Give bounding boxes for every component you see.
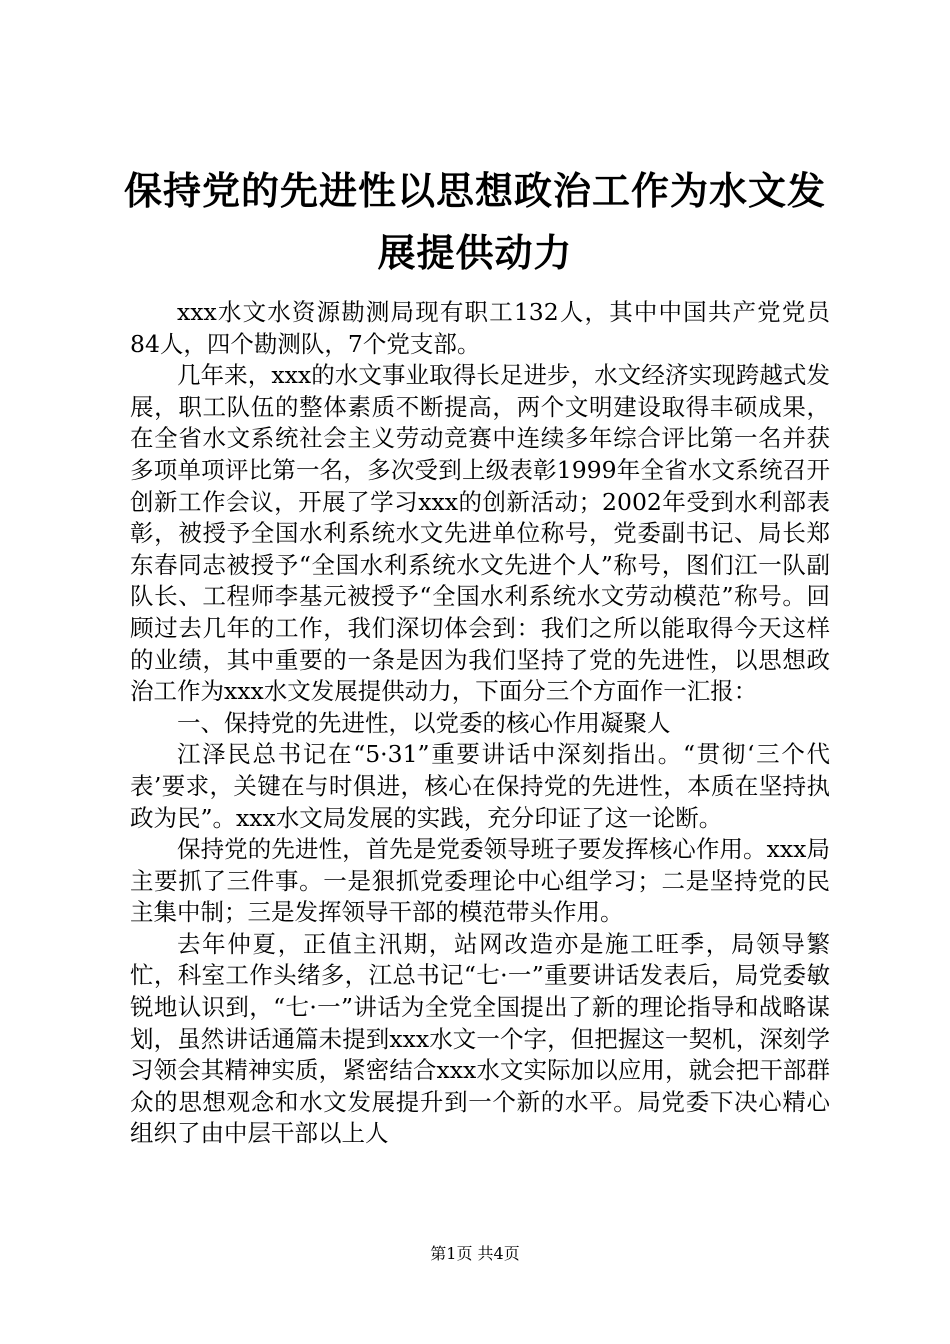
paragraph-core-role: 保持党的先进性，首先是党委领导班子要发挥核心作用。xxx局主要抓了三件事。一是狠抓党委理论中心组学习；二是坚持党的民主集中制；三是发挥领导干部的模范带头作用。 <box>130 835 830 927</box>
section-heading-1: 一、保持党的先进性，以党委的核心作用凝聚人 <box>177 708 671 737</box>
paragraph-intro: xxx水文水资源勘测局现有职工132人，其中中国共产党党员84人，四个勘测队，7个党支部。 <box>130 298 830 358</box>
document-body <box>130 297 830 1150</box>
paragraph-quote: 江泽民总书记在“5·31”重要讲话中深刻指出。“贯彻‘三个代表’要求，关键在与时俱进，核心在保持党的先进性，本质在坚持执政为民”。xxx水文局发展的实践，充分印证了这一论断。 <box>130 740 830 832</box>
page-footer: 第1页 共4页 <box>430 1244 520 1263</box>
paragraph-achievements: 几年来，xxx的水文事业取得长足进步，水文经济实现跨越式发展，职工队伍的整体素质不断提高，两个文明建设取得丰硕成果，在全省水文系统社会主义劳动竞赛中连续多年综合评比第一名并获多项单项评比第一名，多次受到上级表彰1999年全省水文系统召开创新工作会议，开展了学习xxx的创新活动；2002年受到水利部表彰，被授予全国水利系统水文先进单位称号，党委副书记、局长郑东春同志被授予“全国水利系统水文先进个人”称号，图们江一队副队长、工程师李基元被授予“全国水利系统水文劳动模范”称号。回顾过去几年的工作，我们深切体会到：我们之所以能取得今天这样的业绩，其中重要的一条是因为我们坚持了党的先进性，以思想政治工作为xxx水文发展提供动力，下面分三个方面作一汇报： <box>130 361 830 706</box>
document-title: 保持党的先进性以思想政治工作为水文发展提供动力 <box>123 168 826 275</box>
paragraph-last-summer: 去年仲夏，正值主汛期，站网改造亦是施工旺季，局领导繁忙，科室工作头绪多，江总书记“七·一”重要讲话发表后，局党委敏锐地认识到，“七·一”讲话为全党全国提出了新的理论指导和战略谋划，虽然讲话通篇未提到xxx水文一个字，但把握这一契机，深刻学习领会其精神实质，紧密结合xxx水文实际加以应用，就会把干部群众的思想观念和水文发展提升到一个新的水平。局党委下决心精心组织了由中层干部以上人 <box>130 929 830 1148</box>
